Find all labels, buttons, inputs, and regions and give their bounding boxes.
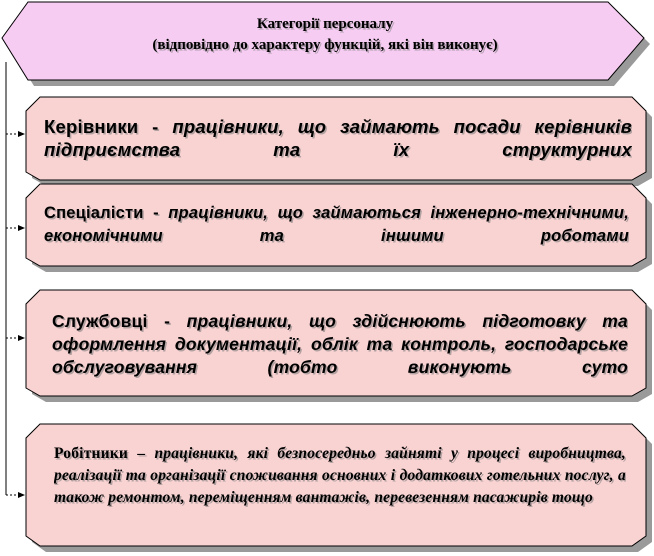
category-definition: працівники, що здійснюють підготовку та оформлення документації, облік та контроль, господарське обслуговування (тобто виконують суто [52,311,628,377]
category-term: Робітники [54,445,129,462]
header-title-line1: Категорії персоналу [256,16,394,32]
category-text-managers [44,115,632,161]
header-title [60,14,590,56]
category-definition: працівники, що займають посади керівників підприємства та їх структурних [44,116,632,160]
category-separator: – [128,445,155,462]
category-definition: працівники, що займаються інженерно-технічними, економічними та іншими роботами [44,204,629,245]
category-definition: працівники, які безпосередньо зайняті у процесі виробництва, реалізації та організації споживання основних і додаткових готельних послуг, а також ремонтом, переміщенням вантажів, перевезенням пасажирів тощо [54,445,626,506]
category-term: Спеціалісти [44,204,144,222]
category-term: Службовці [52,311,148,331]
category-separator: - [138,116,173,137]
header-title-line2: (відповідно до характеру функцій, які він виконує) [152,37,498,53]
category-text-employees [52,310,628,378]
category-separator: - [147,311,187,331]
category-text-workers [54,443,626,533]
category-separator: - [143,204,169,222]
category-text-specialists [44,202,629,248]
category-term: Керівники [44,116,139,137]
